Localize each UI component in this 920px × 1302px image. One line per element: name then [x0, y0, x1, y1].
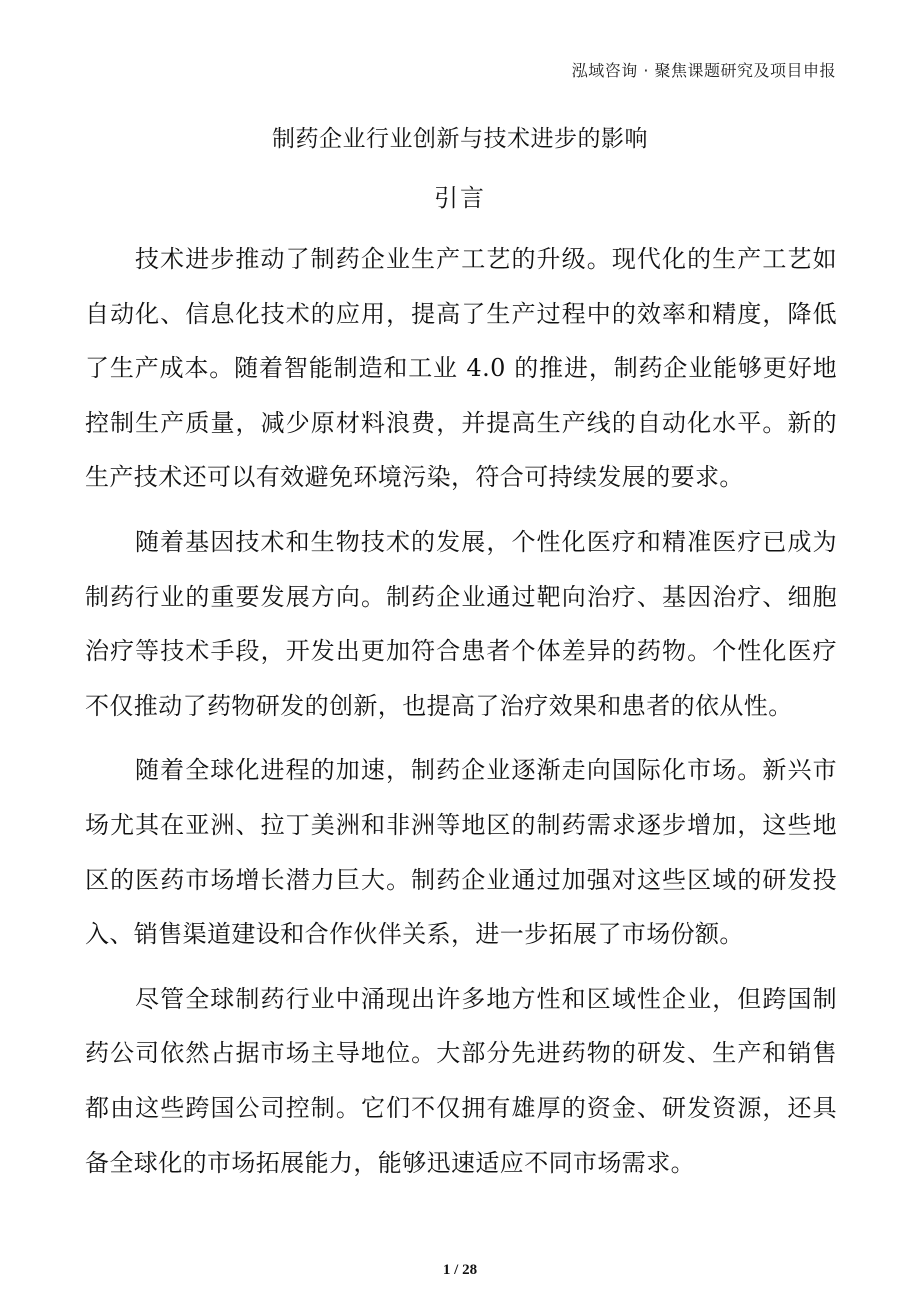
- paragraph: 技术进步推动了制药企业生产工艺的升级。现代化的生产工艺如自动化、信息化技术的应用，提高了生产过程中的效率和精度，降低了生产成本。随着智能制造和工业 4.0 的推进，制药企业能够更好地控制生产质量，减少原材料浪费，并提高生产线的自动化水平。新的生产技术还可以有效避免环境污染，符合可持续发展的要求。: [85, 245, 837, 492]
- paragraph: 随着全球化进程的加速，制药企业逐渐走向国际化市场。新兴市场尤其在亚洲、拉丁美洲和非洲等地区的制药需求逐步增加，这些地区的医药市场增长潜力巨大。制药企业通过加强对这些区域的研发投入、销售渠道建设和合作伙伴关系，进一步拓展了市场份额。: [85, 756, 837, 949]
- page-number: 1 / 28: [442, 1262, 478, 1278]
- document-body: [85, 232, 837, 1200]
- document-title: 制药企业行业创新与技术进步的影响: [272, 126, 648, 152]
- paragraph: 随着基因技术和生物技术的发展，个性化医疗和精准医疗已成为制药行业的重要发展方向。制药企业通过靶向治疗、基因治疗、细胞治疗等技术手段，开发出更加符合患者个体差异的药物。个性化医疗不仅推动了药物研发的创新，也提高了治疗效果和患者的依从性。: [85, 527, 837, 720]
- paragraph: 尽管全球制药行业中涌现出许多地方性和区域性企业，但跨国制药公司依然占据市场主导地位。大部分先进药物的研发、生产和销售都由这些跨国公司控制。它们不仅拥有雄厚的资金、研发资源，还具备全球化的市场拓展能力，能够迅速适应不同市场需求。: [85, 984, 837, 1177]
- section-heading: 引言: [434, 184, 486, 212]
- page-header: 泓域咨询 · 聚焦课题研究及项目申报: [571, 61, 836, 80]
